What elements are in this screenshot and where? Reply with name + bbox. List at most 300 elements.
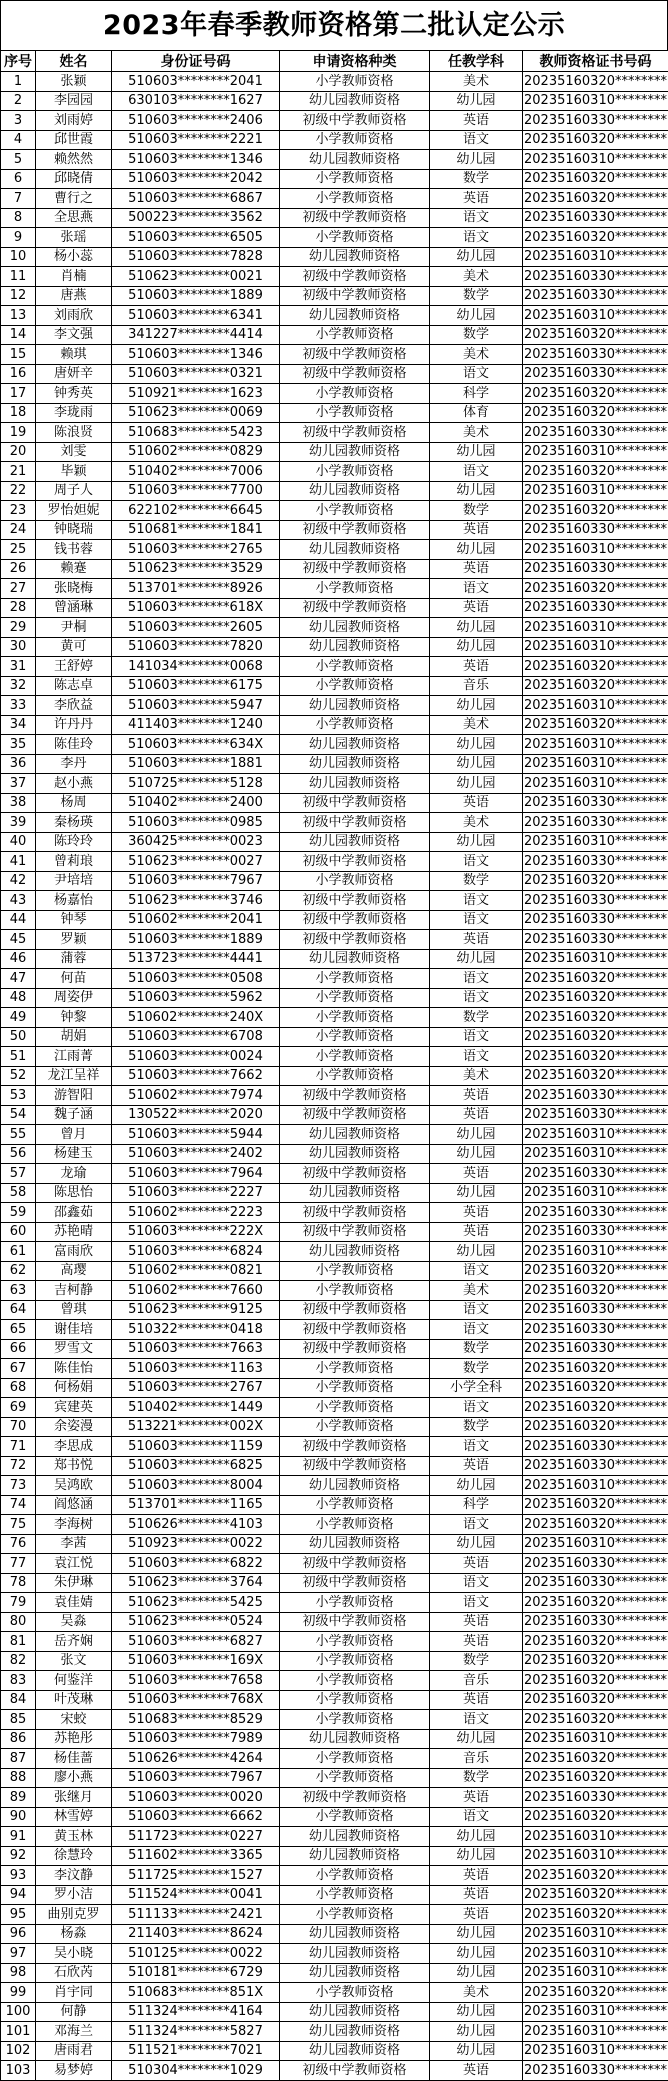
cell-id-number: 510602********2041 — [112, 910, 280, 930]
cell-qualification-type: 初级中学教师资格 — [280, 891, 430, 911]
cell-index: 26 — [1, 559, 36, 579]
cell-subject: 音乐 — [430, 676, 523, 696]
cell-subject: 语文 — [430, 1807, 523, 1827]
cell-subject: 数学 — [430, 1359, 523, 1379]
cell-qualification-type: 幼儿园教师资格 — [280, 1944, 430, 1964]
cell-qualification-type: 幼儿园教师资格 — [280, 1963, 430, 1983]
cell-index: 16 — [1, 364, 36, 384]
cell-id-number: 510623********3764 — [112, 1573, 280, 1593]
cell-subject: 语文 — [430, 130, 523, 150]
cell-name: 钟晓瑞 — [36, 520, 112, 540]
cell-id-number: 630103********1627 — [112, 91, 280, 111]
cell-id-number: 510603********222X — [112, 1222, 280, 1242]
cell-name: 王舒婷 — [36, 657, 112, 677]
cell-subject: 美术 — [430, 813, 523, 833]
cell-name: 杨嘉怡 — [36, 891, 112, 911]
table-row — [1, 910, 668, 930]
cell-certificate-number: 20235160330******** — [523, 1105, 668, 1125]
cell-id-number: 510623********9125 — [112, 1300, 280, 1320]
cell-qualification-type: 小学教师资格 — [280, 988, 430, 1008]
cell-subject: 幼儿园 — [430, 949, 523, 969]
cell-index: 86 — [1, 1729, 36, 1749]
table-row — [1, 598, 668, 618]
table-row — [1, 1866, 668, 1886]
cell-certificate-number: 20235160310******** — [523, 735, 668, 755]
cell-certificate-number: 20235160310******** — [523, 949, 668, 969]
cell-subject: 英语 — [430, 1632, 523, 1652]
cell-index: 89 — [1, 1788, 36, 1808]
table-row — [1, 364, 668, 384]
table-row — [1, 1710, 668, 1730]
cell-subject: 语文 — [430, 988, 523, 1008]
cell-subject: 英语 — [430, 657, 523, 677]
table-row — [1, 1476, 668, 1496]
cell-index: 52 — [1, 1066, 36, 1086]
cell-certificate-number: 20235160320******** — [523, 715, 668, 735]
cell-certificate-number: 20235160310******** — [523, 481, 668, 501]
cell-id-number: 510603********0024 — [112, 1047, 280, 1067]
cell-index: 17 — [1, 384, 36, 404]
cell-name: 何鉴洋 — [36, 1671, 112, 1691]
cell-qualification-type: 初级中学教师资格 — [280, 930, 430, 950]
cell-qualification-type: 小学教师资格 — [280, 1047, 430, 1067]
cell-name: 唐燕 — [36, 286, 112, 306]
cell-index: 88 — [1, 1768, 36, 1788]
cell-index: 9 — [1, 228, 36, 248]
table-row — [1, 1651, 668, 1671]
cell-id-number: 511725********1527 — [112, 1866, 280, 1886]
cell-index: 60 — [1, 1222, 36, 1242]
cell-certificate-number: 20235160320******** — [523, 1281, 668, 1301]
cell-subject: 数学 — [430, 286, 523, 306]
cell-id-number: 513723********4441 — [112, 949, 280, 969]
table-row — [1, 1612, 668, 1632]
table-row — [1, 1456, 668, 1476]
cell-index: 51 — [1, 1047, 36, 1067]
table-row — [1, 949, 668, 969]
cell-index: 27 — [1, 579, 36, 599]
cell-name: 钱书蓉 — [36, 540, 112, 560]
cell-subject: 幼儿园 — [430, 1144, 523, 1164]
table-row — [1, 501, 668, 521]
table-row — [1, 1086, 668, 1106]
cell-qualification-type: 小学教师资格 — [280, 579, 430, 599]
cell-name: 陈思怡 — [36, 1183, 112, 1203]
cell-certificate-number: 20235160310******** — [523, 832, 668, 852]
cell-qualification-type: 初级中学教师资格 — [280, 559, 430, 579]
cell-index: 91 — [1, 1827, 36, 1847]
cell-certificate-number: 20235160330******** — [523, 1300, 668, 1320]
cell-index: 5 — [1, 150, 36, 170]
table-row — [1, 1125, 668, 1145]
cell-index: 61 — [1, 1242, 36, 1262]
cell-certificate-number: 20235160330******** — [523, 345, 668, 365]
table-row — [1, 1690, 668, 1710]
cell-subject: 美术 — [430, 423, 523, 443]
cell-index: 80 — [1, 1612, 36, 1632]
cell-subject: 语文 — [430, 1573, 523, 1593]
cell-id-number: 510402********1449 — [112, 1398, 280, 1418]
cell-index: 34 — [1, 715, 36, 735]
cell-id-number: 510603********1346 — [112, 345, 280, 365]
cell-certificate-number: 20235160330******** — [523, 1437, 668, 1457]
cell-id-number: 511133********2421 — [112, 1905, 280, 1925]
cell-subject: 语文 — [430, 1027, 523, 1047]
table-row — [1, 1242, 668, 1262]
cell-qualification-type: 幼儿园教师资格 — [280, 1242, 430, 1262]
table-row — [1, 2041, 668, 2061]
cell-qualification-type: 幼儿园教师资格 — [280, 1924, 430, 1944]
cell-qualification-type: 小学教师资格 — [280, 1905, 430, 1925]
cell-name: 唐雨君 — [36, 2041, 112, 2061]
table-row — [1, 228, 668, 248]
table-row — [1, 852, 668, 872]
cell-name: 李珑雨 — [36, 403, 112, 423]
table-row — [1, 1632, 668, 1652]
cell-id-number: 510603********7820 — [112, 637, 280, 657]
table-row — [1, 1203, 668, 1223]
cell-qualification-type: 小学教师资格 — [280, 1807, 430, 1827]
cell-name: 徐慧玲 — [36, 1846, 112, 1866]
cell-qualification-type: 小学教师资格 — [280, 1066, 430, 1086]
table-row — [1, 1300, 668, 1320]
cell-subject: 语文 — [430, 208, 523, 228]
cell-certificate-number: 20235160330******** — [523, 1554, 668, 1574]
cell-certificate-number: 20235160320******** — [523, 1866, 668, 1886]
cell-qualification-type: 小学教师资格 — [280, 1593, 430, 1613]
cell-subject: 数学 — [430, 1339, 523, 1359]
table-row — [1, 130, 668, 150]
cell-name: 罗怡妲妮 — [36, 501, 112, 521]
table-row — [1, 1749, 668, 1769]
cell-index: 10 — [1, 247, 36, 267]
cell-name: 曾月 — [36, 1125, 112, 1145]
table-row — [1, 1281, 668, 1301]
cell-index: 69 — [1, 1398, 36, 1418]
cell-subject: 幼儿园 — [430, 1944, 523, 1964]
cell-id-number: 510603********169X — [112, 1651, 280, 1671]
cell-qualification-type: 小学教师资格 — [280, 1710, 430, 1730]
cell-certificate-number: 20235160320******** — [523, 384, 668, 404]
cell-id-number: 510725********5128 — [112, 774, 280, 794]
table-row — [1, 423, 668, 443]
cell-id-number: 500223********3562 — [112, 208, 280, 228]
header-certificate-number: 教师资格证书号码 — [523, 51, 668, 72]
cell-certificate-number: 20235160320******** — [523, 969, 668, 989]
cell-qualification-type: 初级中学教师资格 — [280, 267, 430, 287]
cell-id-number: 510603********618X — [112, 598, 280, 618]
cell-id-number: 510602********7974 — [112, 1086, 280, 1106]
cell-index: 92 — [1, 1846, 36, 1866]
cell-certificate-number: 20235160310******** — [523, 1534, 668, 1554]
cell-id-number: 510603********7700 — [112, 481, 280, 501]
cell-qualification-type: 小学教师资格 — [280, 130, 430, 150]
cell-subject: 语文 — [430, 364, 523, 384]
cell-qualification-type: 小学教师资格 — [280, 1281, 430, 1301]
cell-id-number: 510683********851X — [112, 1983, 280, 2003]
cell-index: 63 — [1, 1281, 36, 1301]
cell-subject: 英语 — [430, 189, 523, 209]
table-row — [1, 72, 668, 92]
cell-name: 何静 — [36, 2002, 112, 2022]
cell-certificate-number: 20235160320******** — [523, 169, 668, 189]
cell-id-number: 510623********0027 — [112, 852, 280, 872]
cell-certificate-number: 20235160320******** — [523, 1671, 668, 1691]
table-row — [1, 111, 668, 131]
cell-subject: 幼儿园 — [430, 1924, 523, 1944]
table-row — [1, 735, 668, 755]
cell-index: 102 — [1, 2041, 36, 2061]
cell-index: 66 — [1, 1339, 36, 1359]
cell-index: 103 — [1, 2061, 36, 2081]
cell-name: 邵鑫茹 — [36, 1203, 112, 1223]
cell-name: 杨小蕊 — [36, 247, 112, 267]
cell-id-number: 510623********0524 — [112, 1612, 280, 1632]
cell-id-number: 141034********0068 — [112, 657, 280, 677]
cell-name: 何杨娟 — [36, 1378, 112, 1398]
cell-certificate-number: 20235160320******** — [523, 579, 668, 599]
cell-name: 曾莉琅 — [36, 852, 112, 872]
cell-id-number: 510623********3529 — [112, 559, 280, 579]
cell-name: 宋蛟 — [36, 1710, 112, 1730]
teacher-certification-table — [0, 50, 668, 2081]
cell-id-number: 510603********2406 — [112, 111, 280, 131]
cell-id-number: 510603********0020 — [112, 1788, 280, 1808]
cell-name: 富雨欣 — [36, 1242, 112, 1262]
table-row — [1, 247, 668, 267]
cell-name: 秦杨瑛 — [36, 813, 112, 833]
cell-certificate-number: 20235160320******** — [523, 462, 668, 482]
cell-name: 杨淼 — [36, 1924, 112, 1944]
cell-subject: 语文 — [430, 891, 523, 911]
cell-name: 刘雯 — [36, 442, 112, 462]
table-row — [1, 481, 668, 501]
table-row — [1, 1066, 668, 1086]
cell-id-number: 510603********5947 — [112, 696, 280, 716]
cell-qualification-type: 小学教师资格 — [280, 189, 430, 209]
cell-qualification-type: 幼儿园教师资格 — [280, 2022, 430, 2042]
cell-qualification-type: 幼儿园教师资格 — [280, 1827, 430, 1847]
cell-id-number: 510402********2400 — [112, 793, 280, 813]
table-row — [1, 637, 668, 657]
cell-certificate-number: 20235160320******** — [523, 1632, 668, 1652]
cell-subject: 科学 — [430, 384, 523, 404]
cell-id-number: 511324********4164 — [112, 2002, 280, 2022]
cell-index: 79 — [1, 1593, 36, 1613]
cell-qualification-type: 小学教师资格 — [280, 1378, 430, 1398]
cell-certificate-number: 20235160320******** — [523, 1749, 668, 1769]
cell-qualification-type: 初级中学教师资格 — [280, 423, 430, 443]
table-row — [1, 1437, 668, 1457]
cell-index: 18 — [1, 403, 36, 423]
cell-certificate-number: 20235160330******** — [523, 793, 668, 813]
cell-qualification-type: 初级中学教师资格 — [280, 1456, 430, 1476]
cell-index: 87 — [1, 1749, 36, 1769]
cell-index: 30 — [1, 637, 36, 657]
cell-name: 宾建英 — [36, 1398, 112, 1418]
cell-certificate-number: 20235160320******** — [523, 1983, 668, 2003]
cell-subject: 美术 — [430, 715, 523, 735]
cell-name: 尹桐 — [36, 618, 112, 638]
cell-index: 42 — [1, 871, 36, 891]
table-row — [1, 442, 668, 462]
cell-name: 曾琪 — [36, 1300, 112, 1320]
cell-qualification-type: 幼儿园教师资格 — [280, 637, 430, 657]
cell-name: 李汶静 — [36, 1866, 112, 1886]
cell-certificate-number: 20235160330******** — [523, 813, 668, 833]
cell-certificate-number: 20235160320******** — [523, 1066, 668, 1086]
cell-certificate-number: 20235160310******** — [523, 2041, 668, 2061]
table-row — [1, 832, 668, 852]
cell-name: 叶茂琳 — [36, 1690, 112, 1710]
cell-index: 1 — [1, 72, 36, 92]
cell-qualification-type: 幼儿园教师资格 — [280, 2002, 430, 2022]
table-row — [1, 1768, 668, 1788]
cell-index: 25 — [1, 540, 36, 560]
cell-subject: 美术 — [430, 72, 523, 92]
cell-qualification-type: 幼儿园教师资格 — [280, 1125, 430, 1145]
cell-index: 90 — [1, 1807, 36, 1827]
cell-certificate-number: 20235160310******** — [523, 1476, 668, 1496]
cell-index: 14 — [1, 325, 36, 345]
cell-certificate-number: 20235160320******** — [523, 228, 668, 248]
cell-id-number: 510402********7006 — [112, 462, 280, 482]
table-row — [1, 715, 668, 735]
table-row — [1, 1320, 668, 1340]
cell-subject: 英语 — [430, 1456, 523, 1476]
cell-id-number: 510603********2605 — [112, 618, 280, 638]
cell-subject: 语文 — [430, 1261, 523, 1281]
cell-subject: 幼儿园 — [430, 696, 523, 716]
cell-subject: 幼儿园 — [430, 1476, 523, 1496]
cell-index: 98 — [1, 1963, 36, 1983]
cell-qualification-type: 幼儿园教师资格 — [280, 1729, 430, 1749]
cell-name: 李欣益 — [36, 696, 112, 716]
cell-qualification-type: 初级中学教师资格 — [280, 793, 430, 813]
cell-certificate-number: 20235160330******** — [523, 598, 668, 618]
cell-id-number: 510603********6662 — [112, 1807, 280, 1827]
cell-subject: 语文 — [430, 1593, 523, 1613]
table-row — [1, 774, 668, 794]
cell-qualification-type: 幼儿园教师资格 — [280, 1144, 430, 1164]
cell-qualification-type: 小学教师资格 — [280, 657, 430, 677]
cell-qualification-type: 初级中学教师资格 — [280, 1612, 430, 1632]
cell-name: 赖然然 — [36, 150, 112, 170]
cell-subject: 幼儿园 — [430, 540, 523, 560]
cell-certificate-number: 20235160310******** — [523, 618, 668, 638]
table-row — [1, 1495, 668, 1515]
cell-id-number: 510683********5423 — [112, 423, 280, 443]
cell-name: 张晓梅 — [36, 579, 112, 599]
table-row — [1, 1554, 668, 1574]
cell-id-number: 130522********2020 — [112, 1105, 280, 1125]
cell-subject: 幼儿园 — [430, 1125, 523, 1145]
table-body — [1, 72, 668, 2081]
cell-index: 94 — [1, 1885, 36, 1905]
table-row — [1, 579, 668, 599]
cell-qualification-type: 小学教师资格 — [280, 1690, 430, 1710]
cell-certificate-number: 20235160320******** — [523, 1417, 668, 1437]
cell-name: 张瑶 — [36, 228, 112, 248]
table-row — [1, 1885, 668, 1905]
cell-certificate-number: 20235160320******** — [523, 325, 668, 345]
cell-id-number: 510603********7828 — [112, 247, 280, 267]
cell-subject: 语文 — [430, 1437, 523, 1457]
cell-qualification-type: 幼儿园教师资格 — [280, 91, 430, 111]
cell-id-number: 510304********1029 — [112, 2061, 280, 2081]
cell-name: 高璎 — [36, 1261, 112, 1281]
cell-id-number: 510603********6175 — [112, 676, 280, 696]
cell-id-number: 411403********1240 — [112, 715, 280, 735]
cell-subject: 幼儿园 — [430, 774, 523, 794]
cell-subject: 数学 — [430, 871, 523, 891]
cell-name: 李文强 — [36, 325, 112, 345]
cell-subject: 英语 — [430, 1164, 523, 1184]
cell-name: 何苗 — [36, 969, 112, 989]
cell-index: 43 — [1, 891, 36, 911]
cell-id-number: 511521********7021 — [112, 2041, 280, 2061]
cell-id-number: 510125********0022 — [112, 1944, 280, 1964]
cell-name: 陈佳怡 — [36, 1359, 112, 1379]
cell-subject: 英语 — [430, 1885, 523, 1905]
cell-certificate-number: 20235160330******** — [523, 930, 668, 950]
cell-name: 曾涵琳 — [36, 598, 112, 618]
cell-name: 吴淼 — [36, 1612, 112, 1632]
table-row — [1, 969, 668, 989]
table-row — [1, 520, 668, 540]
table-row — [1, 462, 668, 482]
cell-index: 29 — [1, 618, 36, 638]
cell-qualification-type: 初级中学教师资格 — [280, 1105, 430, 1125]
cell-index: 56 — [1, 1144, 36, 1164]
cell-name: 张继月 — [36, 1788, 112, 1808]
cell-name: 罗小洁 — [36, 1885, 112, 1905]
cell-index: 4 — [1, 130, 36, 150]
table-row — [1, 1983, 668, 2003]
table-row — [1, 1359, 668, 1379]
cell-index: 40 — [1, 832, 36, 852]
table-row — [1, 325, 668, 345]
cell-name: 蒲蓉 — [36, 949, 112, 969]
cell-index: 11 — [1, 267, 36, 287]
cell-id-number: 510603********634X — [112, 735, 280, 755]
cell-name: 肖楠 — [36, 267, 112, 287]
cell-subject: 数学 — [430, 1768, 523, 1788]
cell-subject: 美术 — [430, 1066, 523, 1086]
cell-certificate-number: 20235160330******** — [523, 1788, 668, 1808]
cell-index: 46 — [1, 949, 36, 969]
cell-certificate-number: 20235160330******** — [523, 910, 668, 930]
table-row — [1, 286, 668, 306]
cell-subject: 小学全科 — [430, 1378, 523, 1398]
table-row — [1, 1339, 668, 1359]
cell-index: 85 — [1, 1710, 36, 1730]
cell-qualification-type: 初级中学教师资格 — [280, 111, 430, 131]
table-row — [1, 2061, 668, 2081]
cell-certificate-number: 20235160310******** — [523, 696, 668, 716]
cell-subject: 科学 — [430, 1495, 523, 1515]
header-subject: 任教学科 — [430, 51, 523, 72]
cell-qualification-type: 初级中学教师资格 — [280, 1554, 430, 1574]
cell-certificate-number: 20235160320******** — [523, 1261, 668, 1281]
cell-id-number: 510603********0985 — [112, 813, 280, 833]
cell-certificate-number: 20235160310******** — [523, 2002, 668, 2022]
cell-id-number: 510603********2765 — [112, 540, 280, 560]
cell-subject: 语文 — [430, 1398, 523, 1418]
cell-certificate-number: 20235160330******** — [523, 423, 668, 443]
table-row — [1, 1846, 668, 1866]
header-name: 姓名 — [36, 51, 112, 72]
